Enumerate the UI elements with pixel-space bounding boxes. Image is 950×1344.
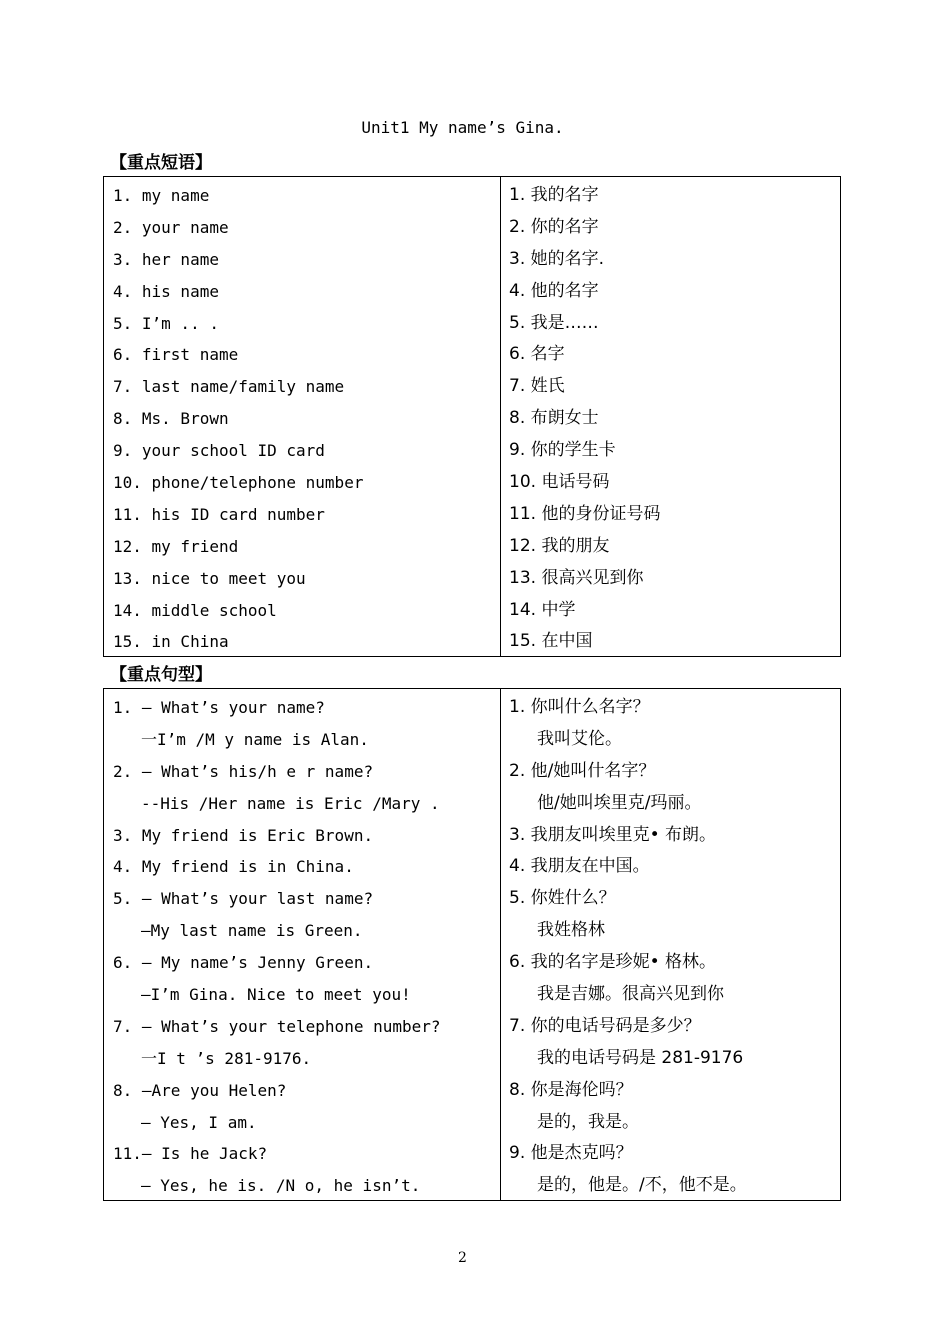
phrase-en: 2. your name <box>113 217 229 237</box>
sentence-en: 5. — What’s your last name? <box>113 889 374 909</box>
phrase-cn: 6. 名字 <box>509 344 565 365</box>
phrases-chinese-column <box>501 177 840 656</box>
sentence-cn: 1. 你叫什么名字？ <box>509 697 650 717</box>
phrase-cn: 3. 她的名字. <box>509 248 605 269</box>
sentence-en: 11.— Is he Jack? <box>113 1144 268 1164</box>
phrase-cn: 2. 你的名字 <box>509 216 599 237</box>
phrase-cn: 1. 我的名字 <box>509 185 599 205</box>
phrase-cn: 10. 电话号码 <box>509 472 610 493</box>
phrase-en: 4. his name <box>113 281 219 301</box>
sentence-cn: 7. 你的电话号码是多少？ <box>509 1015 701 1036</box>
sentence-cn: 我姓格林 <box>537 920 605 941</box>
sentence-en: — Yes, I am. <box>141 1112 257 1132</box>
phrase-en: 6. first name <box>113 345 239 365</box>
phrases-table <box>103 176 841 657</box>
phrase-cn: 13. 很高兴见到你 <box>509 567 644 588</box>
sentence-en: 7. — What’s your telephone number? <box>113 1016 441 1036</box>
sentence-cn: 9. 他是杰克吗？ <box>509 1143 633 1164</box>
sentence-en: 1. — What’s your name? <box>113 698 325 717</box>
sentence-cn: 5. 你姓什么？ <box>509 888 616 909</box>
phrase-en: 14. middle school <box>113 600 277 620</box>
page-title: Unit1 My name’s Gina. <box>361 118 564 137</box>
sentence-cn: 8. 你是海伦吗？ <box>509 1079 633 1100</box>
phrase-en: 9. your school ID card <box>113 441 325 461</box>
phrase-en: 11. his ID card number <box>113 504 325 524</box>
phrase-cn: 15. 在中国 <box>509 631 593 652</box>
sentence-en: 4. My friend is in China. <box>113 857 354 877</box>
phrase-cn: 7. 姓氏 <box>509 376 565 397</box>
phrase-en: 1. my name <box>113 186 210 205</box>
phrase-cn: 12. 我的朋友 <box>509 535 610 556</box>
phrase-cn: 5. 我是…… <box>509 312 599 333</box>
sentence-en: 一I’m /M y name is Alan. <box>141 729 369 749</box>
sentence-en: 8. —Are you Helen? <box>113 1080 287 1100</box>
sentence-en: --His /Her name is Eric /Mary . <box>141 793 440 813</box>
sentence-cn: 我叫艾伦。 <box>537 728 622 749</box>
phrase-en: 12. my friend <box>113 536 239 556</box>
phrase-cn: 4. 他的名字 <box>509 280 599 301</box>
sentence-cn: 是的，我是。 <box>537 1111 639 1132</box>
sentence-cn: 3. 我朋友叫埃里克• 布朗。 <box>509 824 717 845</box>
sentence-cn: 他/她叫埃里克/玛丽。 <box>537 792 702 813</box>
sentence-cn: 6. 我的名字是珍妮• 格林。 <box>509 952 717 973</box>
sentence-cn: 是的，他是。/不，他不是。 <box>537 1175 747 1196</box>
sentences-chinese-column <box>501 689 840 1200</box>
sentence-en: 2. — What’s his/h e r name? <box>113 761 374 781</box>
phrase-cn: 11. 他的身份证号码 <box>509 503 661 524</box>
phrase-cn: 9. 你的学生卡 <box>509 440 616 461</box>
section-heading-sentences: 【重点句型】 <box>110 665 212 685</box>
phrase-en: 10. phone/telephone number <box>113 473 364 493</box>
phrase-en: 13. nice to meet you <box>113 568 306 588</box>
phrase-en: 15. in China <box>113 632 229 652</box>
sentence-en: —My last name is Green. <box>141 921 363 941</box>
sentence-cn: 我是吉娜。很高兴见到你 <box>537 984 724 1005</box>
sentence-cn: 2. 他/她叫什名字？ <box>509 760 656 781</box>
sentence-cn: 我的电话号码是 281-9176 <box>537 1047 744 1068</box>
phrases-english-column <box>104 177 501 656</box>
phrase-en: 3. her name <box>113 249 219 269</box>
sentence-cn: 4. 我朋友在中国。 <box>509 856 650 877</box>
phrase-en: 8. Ms. Brown <box>113 409 229 429</box>
phrase-cn: 8. 布朗女士 <box>509 408 599 429</box>
sentence-en: — Yes, he is. /N o, he isn’t. <box>141 1176 421 1196</box>
phrase-cn: 14. 中学 <box>509 599 576 620</box>
sentences-table <box>103 688 841 1201</box>
phrase-en: 5. I’m .. . <box>113 313 219 333</box>
sentence-en: 6. — My name’s Jenny Green. <box>113 953 374 973</box>
sentences-english-column <box>104 689 501 1200</box>
sentence-en: —I’m Gina. Nice to meet you! <box>141 985 411 1005</box>
section-heading-phrases: 【重点短语】 <box>110 153 212 173</box>
page-number: 2 <box>458 1250 467 1266</box>
sentence-en: 3. My friend is Eric Brown. <box>113 825 374 845</box>
sentence-en: 一I t ’s 281-9176. <box>141 1048 312 1068</box>
phrase-en: 7. last name/family name <box>113 377 345 397</box>
